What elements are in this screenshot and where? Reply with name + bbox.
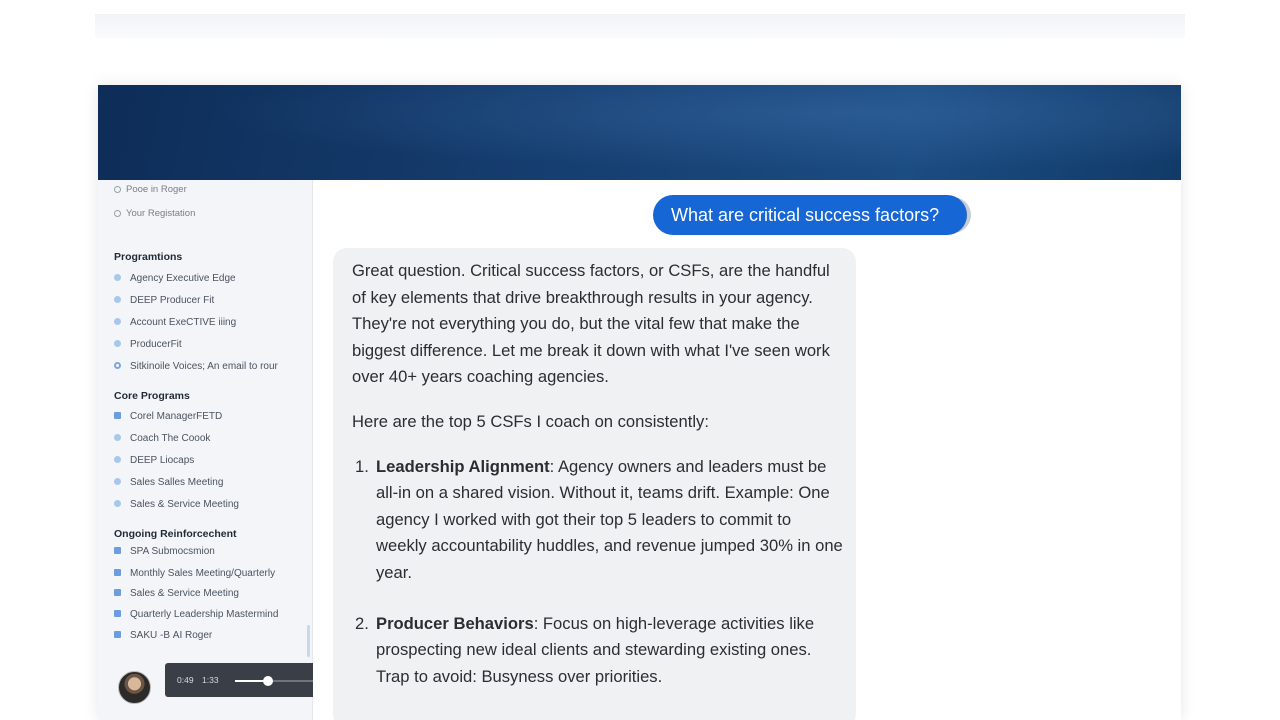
sidebar-item-label: Coach The Coook bbox=[130, 433, 211, 444]
sidebar-item-label: Sitkinoile Voices; An email to rour bbox=[130, 361, 278, 372]
sidebar-item-label: ProducerFit bbox=[130, 339, 182, 350]
sidebar-item[interactable] bbox=[114, 455, 194, 466]
csf-list bbox=[352, 454, 844, 691]
top-bar-shadow bbox=[95, 14, 1185, 38]
sidebar-item[interactable] bbox=[114, 499, 239, 510]
bullet-icon bbox=[114, 296, 121, 303]
sidebar-item[interactable] bbox=[114, 339, 182, 350]
list-item-title: Producer Behaviors bbox=[376, 613, 534, 633]
list-item-text: : Agency owners and leaders must be all-in on a shared vision. Without it, teams drift. Example: One agency I worked with got their top 5 leaders to commit to weekly accountability huddles, and revenue jumped 30% in one year. bbox=[376, 456, 843, 582]
sidebar-item-label: DEEP Liocaps bbox=[130, 455, 195, 466]
sidebar-item-label: Sales Salles Meeting bbox=[130, 477, 224, 488]
bullet-icon bbox=[114, 589, 121, 596]
sidebar-top-item-label: Your Registation bbox=[126, 208, 196, 219]
sidebar-item[interactable] bbox=[114, 361, 278, 372]
bullet-icon bbox=[114, 274, 121, 281]
sidebar-item-label: DEEP Producer Fit bbox=[130, 295, 215, 306]
section-heading: Core Programs bbox=[114, 390, 190, 402]
bullet-icon bbox=[114, 456, 121, 463]
list-item-text: : Focus on high-leverage activities like prospecting new ideal clients and stewarding existing ones. Trap to avoid: Busyness over priorities. bbox=[376, 613, 815, 686]
sidebar-item-label: Agency Executive Edge bbox=[130, 273, 236, 284]
app-window bbox=[98, 85, 1181, 720]
sidebar-item-label: Corel ManagerFETD bbox=[130, 411, 223, 422]
assistant-list-intro: Here are the top 5 CSFs I coach on consistently: bbox=[352, 411, 709, 431]
sidebar-item[interactable] bbox=[114, 477, 223, 488]
sidebar-item-label: Sales & Service Meeting bbox=[130, 588, 239, 599]
list-number: 2. bbox=[355, 613, 369, 633]
assistant-intro: Great question. Critical success factors, or CSFs, are the handful of key elements that drive breakthrough results in your agency. They're not everything you do, but the vital few that make the biggest difference. Let me break it down with what I've seen work over 40+ years coaching agencies. bbox=[352, 261, 830, 387]
sidebar-item[interactable] bbox=[114, 609, 278, 620]
progress-handle[interactable] bbox=[263, 676, 273, 686]
sidebar-item[interactable] bbox=[114, 568, 275, 579]
avatar bbox=[118, 671, 151, 704]
sidebar-top-item-label: Pooe in Roger bbox=[126, 184, 187, 195]
list-item bbox=[352, 611, 844, 691]
sidebar-scrollbar[interactable] bbox=[307, 625, 310, 657]
sidebar-top-item[interactable] bbox=[114, 208, 195, 219]
radio-icon bbox=[114, 210, 121, 217]
progress-track[interactable] bbox=[235, 680, 317, 682]
sidebar-item-label: Monthly Sales Meeting/Quarterly bbox=[130, 568, 276, 579]
sidebar-item[interactable] bbox=[114, 273, 236, 284]
section-heading: Programtions bbox=[114, 251, 183, 263]
user-message-bubble bbox=[653, 195, 967, 235]
sidebar-top-item[interactable] bbox=[114, 184, 187, 195]
sidebar-item-label: SPA Submocsmion bbox=[130, 546, 215, 557]
assistant-message-bubble bbox=[333, 248, 856, 720]
radio-icon bbox=[114, 186, 121, 193]
bullet-icon bbox=[114, 610, 121, 617]
header-banner bbox=[98, 85, 1181, 180]
list-item-title: Leadership Alignment bbox=[376, 456, 550, 476]
sidebar-item-label: SAKU -В AI Roger bbox=[130, 630, 213, 641]
sidebar-item-label: Quarterly Leadership Mastermind bbox=[130, 609, 279, 620]
bullet-icon bbox=[114, 362, 121, 369]
bullet-icon bbox=[114, 434, 121, 441]
sidebar-item[interactable] bbox=[114, 588, 239, 599]
bullet-icon bbox=[114, 500, 121, 507]
list-number: 1. bbox=[355, 456, 369, 476]
sidebar bbox=[98, 180, 313, 720]
sidebar-item[interactable] bbox=[114, 546, 215, 557]
bullet-icon bbox=[114, 569, 121, 576]
bullet-icon bbox=[114, 340, 121, 347]
current-time: 0:49 bbox=[177, 675, 194, 685]
user-message-text: What are critical success factors? bbox=[671, 205, 940, 225]
bullet-icon bbox=[114, 631, 121, 638]
chat-panel bbox=[313, 180, 1181, 720]
sidebar-item[interactable] bbox=[114, 317, 236, 328]
section-heading: Ongoing Reinforcechent bbox=[114, 528, 237, 540]
bullet-icon bbox=[114, 478, 121, 485]
sidebar-item[interactable] bbox=[114, 433, 210, 444]
bullet-icon bbox=[114, 547, 121, 554]
sidebar-item[interactable] bbox=[114, 630, 212, 641]
sidebar-item[interactable] bbox=[114, 411, 222, 422]
list-item bbox=[352, 454, 844, 587]
duration: 1:33 bbox=[202, 675, 219, 685]
bullet-icon bbox=[114, 412, 121, 419]
sidebar-item-label: Account ExeCTIVE iiing bbox=[130, 317, 237, 328]
sidebar-item[interactable] bbox=[114, 295, 214, 306]
sidebar-item-label: Sales & Service Meeting bbox=[130, 499, 239, 510]
bullet-icon bbox=[114, 318, 121, 325]
